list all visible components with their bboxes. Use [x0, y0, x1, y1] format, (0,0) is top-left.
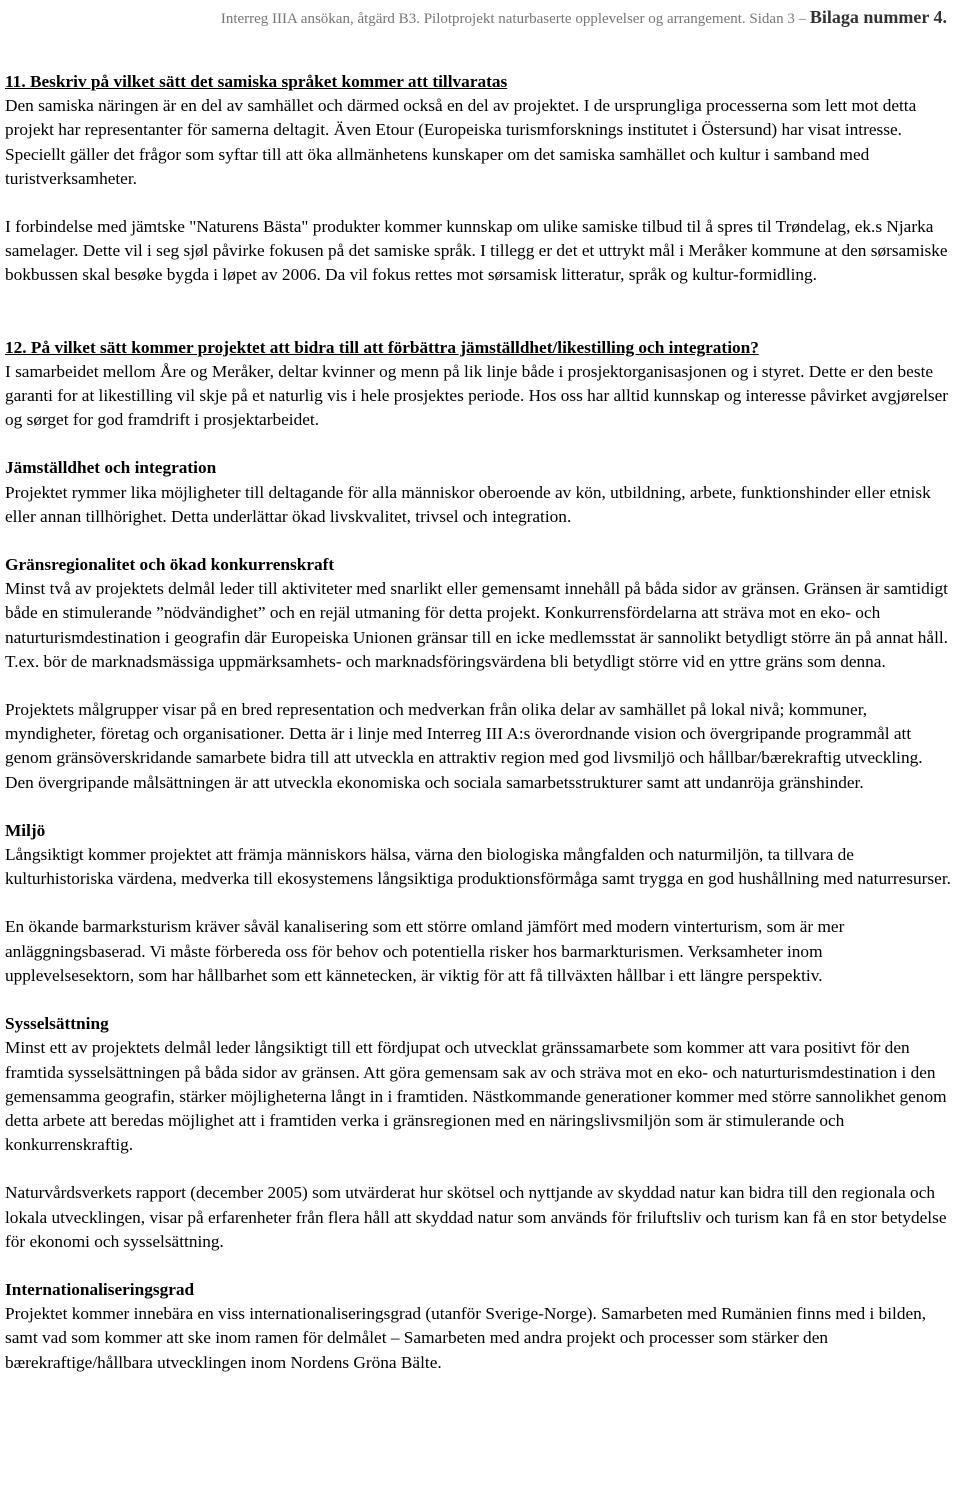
- section-12-paragraph-1: I samarbeidet mellom Åre og Meråker, deltar kvinner og menn på lik linje både i prosjektorganisasjonen og i styret. Dette er den beste garanti for at likestilling vil skje på et naturlig vis i hele prosjektes periode. Hos oss har alltid kunnskap og interesse påvirket avgjørelser og sørget for god framdrift i prosjektarbeidet.: [5, 361, 949, 430]
- miljo-heading: Miljö: [5, 820, 46, 840]
- section-12-heading: 12. På vilket sätt kommer projektet att bidra till att förbättra jämställdhet/likestilling och integration?: [5, 337, 759, 357]
- document-body: [5, 70, 955, 1375]
- jamstalldhet-heading: Jämställdhet och integration: [5, 458, 217, 478]
- internationalisering-heading: Internationaliseringsgrad: [5, 1279, 195, 1299]
- gransregionalitet-paragraph-1: Minst två av projektets delmål leder till aktiviteter med snarlikt eller gemensamt innehåll på båda sidor av gränsen. Gränsen är samtidigt både en stimulerande ”nödvändighet” och en rejäl utmaning för detta projekt. Konkurrensfördelarna att sträva mot en eko- och naturturismdestination i geografin där Europeiska Unionen gränsar till en icke medlemsstat är sannolikt betydligt större än på annat håll. T.ex. bör de marknadsmässiga uppmärksamhets- och marknadsföringsvärdena bli betydligt större vid en yttre gräns som denna.: [5, 579, 949, 671]
- section-11-paragraph-1: Den samiska näringen är en del av samhället och därmed också en del av projektet. I de ursprungliga processerna som lett mot detta projekt har representanter för samerna deltagit. Även Etour (Europeiska turismforsknings institutet i Östersund) har visat intresse. Speciellt gäller det frågor som syftar till att öka allmänhetens kunskaper om det samiska samhället och kultur i samband med turistverksamheter.: [5, 96, 917, 188]
- miljo-paragraph-2: En ökande barmarksturism kräver såväl kanalisering som ett större omland jämfört med modern vinterturism, som är mer anläggningsbaserad. Vi måste förbereda oss för behov och potentiella risker hos barmarkturismen. Verksamheter inom upplevelsesektorn, som har hållbarhet som ett kännetecken, är viktig för att få tillväxten hållbar i ett längre perspektiv.: [5, 917, 845, 985]
- header-bilaga: Bilaga nummer 4.: [809, 7, 947, 27]
- miljo-paragraph-1: Långsiktigt kommer projektet att främja människors hälsa, värna den biologiska mångfalden och naturmiljön, ta tillvara de kulturhistoriska värdena, medverka till ekosystemens långsiktiga produktionsförmåga samt trygga en god hushållning med naturresurser.: [5, 845, 951, 889]
- page-header: [5, 7, 955, 29]
- internationalisering-paragraph-1: Projektet kommer innebära en viss internationaliseringsgrad (utanför Sverige-Norge). Samarbeten med Rumänien finns med i bilden, samt vad som kommer att ske inom ramen för delmålet – Samarbeten med andra projekt och processer som stärker den bærekraftige/hållbara utvecklingen inom Nordens Gröna Bälte.: [5, 1304, 927, 1372]
- sysselsattning-paragraph-1: Minst ett av projektets delmål leder långsiktigt till ett fördjupat och utvecklat gränssamarbete som kommer att vara positivt för den framtida sysselsättningen på båda sidor av gränsen. Att göra gemensam sak av och sträva mot en eko- och naturturismdestination i den gemensamma geografin, stärker möjligheterna långt in i framtiden. Nästkommande generationer kommer med större sannolikhet genom detta arbete att beredas möjlighet att i framtiden verka i gränsregionen med en näringslivsmiljön som är stimulerande och konkurrenskraftig.: [5, 1038, 947, 1155]
- section-11-paragraph-2: I forbindelse med jämtske "Naturens Bästa" produkter kommer kunnskap om ulike samiske tilbud til å spres til Trøndelag, ek.s Njarka samelager. Dette vil i seg sjøl påvirke fokusen på det samiske språk. I tillegg er det et uttrykt mål i Meråker kommune at den sørsamiske bokbussen skal besøke bygda i løpet av 2006. Da vil fokus rettes mot sørsamisk litteratur, språk og kultur-formidling.: [5, 217, 948, 285]
- section-11-heading: 11. Beskriv på vilket sätt det samiska språket kommer att tillvaratas: [5, 72, 508, 91]
- document-page: [5, 0, 955, 1375]
- gransregionalitet-paragraph-2: Projektets målgrupper visar på en bred representation och medverkan från olika delar av samhället på lokal nivå; kommuner, myndigheter, företag och organisationer. Detta är i linje med Interreg III A:s överordnande vision och övergripande programmål att genom gränsöverskridande samarbete bidra till att utveckla en attraktiv region med god livsmiljö och hållbar/bærekraftig utveckling. Den övergripande målsättningen är att utveckla ekonomiska och sociala samarbetsstrukturer samt att undanröja gränshinder.: [5, 700, 923, 792]
- header-text: Interreg IIIA ansökan, åtgärd B3. Pilotprojekt naturbaserte opplevelser og arrangement. Sidan 3 –: [220, 11, 807, 27]
- sysselsattning-paragraph-2: Naturvårdsverkets rapport (december 2005) som utvärderat hur skötsel och nyttjande av skyddad natur kan bidra till den regionala och lokala utvecklingen, visar på erfarenheter från flera håll att skyddad natur som används för friluftsliv och turism kan få en stor betydelse för ekonomi och sysselsättning.: [5, 1183, 947, 1251]
- jamstalldhet-paragraph-1: Projektet rymmer lika möjligheter till deltagande för alla människor oberoende av kön, utbildning, arbete, funktionshinder eller etnisk eller annan tillhörighet. Detta underlättar ökad livskvalitet, trivsel och integration.: [5, 482, 931, 526]
- sysselsattning-heading: Sysselsättning: [5, 1014, 109, 1034]
- gransregionalitet-heading: Gränsregionalitet och ökad konkurrenskraft: [5, 555, 335, 575]
